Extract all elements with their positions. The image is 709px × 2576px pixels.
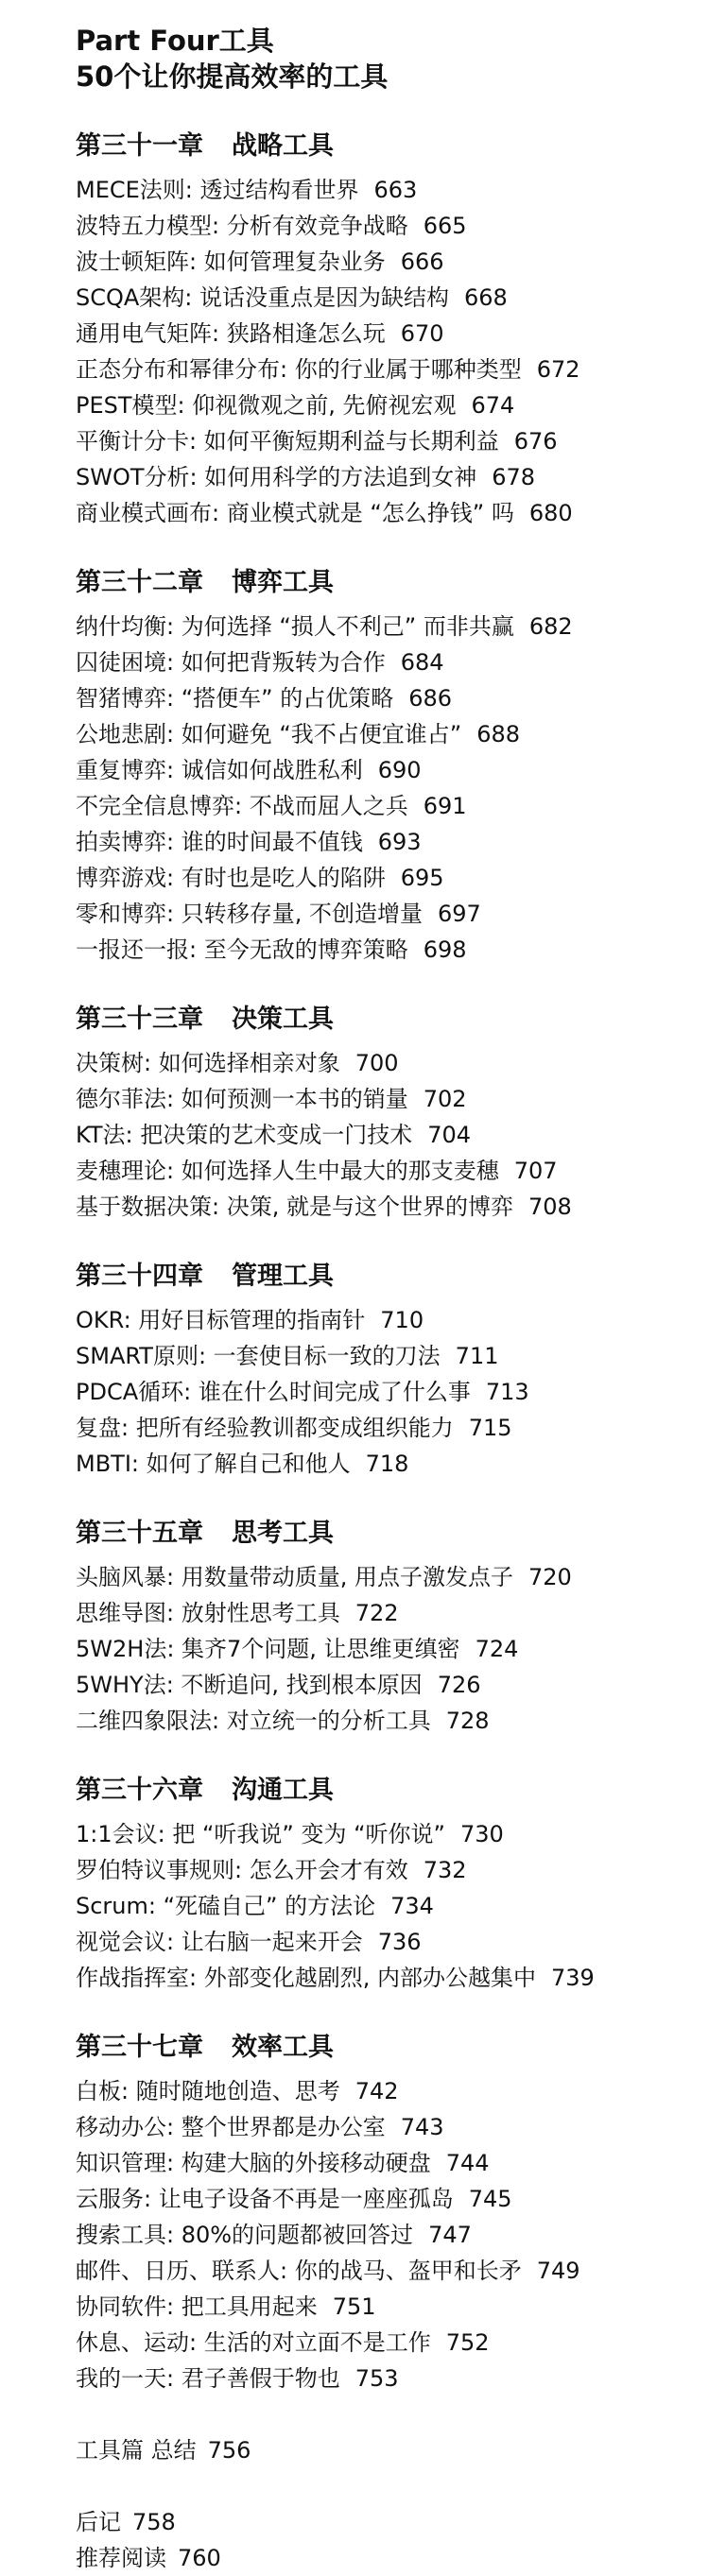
toc-entry[interactable] [76,208,709,244]
entry-title: 公地悲剧: 如何避免 “我不占便宜谁占” [76,721,462,747]
entry-title: 云服务: 让电子设备不再是一座座孤岛 [76,2186,454,2212]
toc-entry[interactable] [76,352,709,387]
summary-entry[interactable] [76,2432,709,2468]
entry-title: OKR: 用好目标管理的指南针 [76,1307,366,1333]
entry-title: 重复博弈: 诚信如何战胜私利 [76,757,363,783]
entry-title: 麦穗理论: 如何选择人生中最大的那支麦穗 [76,1158,499,1184]
toc-entry[interactable] [76,280,709,316]
page-number: 668 [464,284,508,311]
page-number: 684 [400,649,444,676]
entry-title: 邮件、日历、联系人: 你的战马、盔甲和长矛 [76,2258,522,2284]
toc-entry[interactable] [76,459,709,495]
entry-title: Scrum: “死磕自己” 的方法论 [76,1893,376,1919]
entry-title: SWOT分析: 如何用科学的方法追到女神 [76,464,477,490]
page-number: 743 [400,2114,444,2140]
chapter-number: 第三十三章 [76,1005,203,1034]
toc-entry[interactable] [76,244,709,280]
entry-title: 头脑风暴: 用数量带动质量, 用点子激发点子 [76,1564,513,1590]
toc-entry[interactable] [76,1924,709,1960]
toc-entry[interactable] [76,1189,709,1225]
page-number: 708 [527,1194,572,1220]
page-number: 728 [445,1708,490,1734]
entry-title: 移动办公: 整个世界都是办公室 [76,2114,386,2140]
toc-entry[interactable] [76,644,709,680]
page-number: 698 [423,936,467,963]
entry-title: 纳什均衡: 为何选择 “损人不利己” 而非共赢 [76,613,514,640]
page-number: 700 [354,1050,399,1076]
entry-title: 搜索工具: 80%的问题都被回答过 [76,2222,414,2248]
entry-title: 我的一天: 君子善假于物也 [76,2365,340,2392]
page-number: 693 [377,829,422,855]
toc-entry[interactable] [76,2145,709,2181]
entry-title: 休息、运动: 生活的对立面不是工作 [76,2329,431,2356]
toc-entry[interactable] [76,1888,709,1924]
toc-entry[interactable] [76,2109,709,2145]
toc-entry[interactable] [76,1081,709,1117]
toc-entry[interactable] [76,1338,709,1374]
page-number: 722 [354,1600,399,1626]
entry-title: PEST模型: 仰视微观之前, 先俯视宏观 [76,392,457,419]
chapter-heading[interactable] [76,1000,709,1039]
page-number: 702 [423,1086,467,1112]
toc-entry[interactable] [76,824,709,860]
toc-entry[interactable] [76,172,709,208]
page-number: 720 [527,1564,572,1590]
entry-title: 一报还一报: 至今无敌的博弈策略 [76,936,408,963]
entry-title: SMART原则: 一套使目标一致的刀法 [76,1343,441,1369]
chapter-name: 沟通工具 [232,1776,334,1805]
toc-entry[interactable] [76,609,709,644]
entry-title: 平衡计分卡: 如何平衡短期利益与长期利益 [76,428,499,455]
entry-title: 正态分布和幂律分布: 你的行业属于哪种类型 [76,356,522,383]
toc-entry[interactable] [76,316,709,352]
toc-entry[interactable] [76,716,709,752]
entry-title: 二维四象限法: 对立统一的分析工具 [76,1708,431,1734]
part-title: Part Four工具 [76,25,274,57]
chapter-section [76,1257,709,1482]
toc-entry[interactable] [76,752,709,788]
entry-title: 协同软件: 把工具用起来 [76,2293,318,2320]
toc-entry[interactable] [76,2181,709,2217]
entry-title: 德尔菲法: 如何预测一本书的销量 [76,1086,408,1112]
chapter-number: 第三十五章 [76,1519,203,1548]
page-number: 663 [373,177,418,203]
chapter-section [76,563,709,968]
page-number: 678 [492,464,536,490]
chapter-number: 第三十一章 [76,131,203,161]
chapter-list [76,127,709,2396]
page-number: 674 [471,392,515,419]
entry-title: 1:1会议: 把 “听我说” 变为 “听你说” [76,1821,445,1847]
page-number: 736 [377,1929,422,1955]
page-number: 672 [536,356,580,383]
entry-title: 波特五力模型: 分析有效竞争战略 [76,213,408,239]
chapter-heading[interactable] [76,1771,709,1811]
entry-title: 作战指挥室: 外部变化越剧烈, 内部办公越集中 [76,1965,536,1991]
chapter-section [76,127,709,531]
page-number: 742 [354,2078,399,2104]
chapter-name: 博弈工具 [232,568,334,597]
toc-entry[interactable] [76,1816,709,1852]
page-number: 690 [377,757,422,783]
entry-title: SCQA架构: 说话没重点是因为缺结构 [76,284,450,311]
entry-title: 罗伯特议事规则: 怎么开会才有效 [76,1857,408,1883]
page-number: 707 [513,1158,558,1184]
chapter-heading[interactable] [76,1257,709,1297]
page-number: 715 [468,1415,512,1441]
page-number: 697 [437,901,481,927]
chapter-name: 思考工具 [232,1519,334,1548]
toc-entry[interactable] [76,2253,709,2289]
entry-title: 零和博弈: 只转移存量, 不创造增量 [76,901,423,927]
page-number: 749 [536,2258,580,2284]
page-number: 718 [365,1451,409,1477]
chapter-heading[interactable] [76,563,709,603]
toc-entry[interactable] [76,1410,709,1446]
toc-entry[interactable] [76,1595,709,1631]
page-number: 676 [513,428,558,455]
toc-entry[interactable] [76,896,709,932]
page-number: 753 [354,2365,399,2392]
page-number: 739 [550,1965,595,1991]
recommended-reading-entry[interactable] [76,2540,709,2576]
chapter-number: 第三十二章 [76,568,203,597]
page-number: 730 [459,1821,504,1847]
entry-title: 商业模式画布: 商业模式就是 “怎么挣钱” 吗 [76,500,514,526]
page-number: 724 [475,1636,519,1662]
toc-entry[interactable] [76,1045,709,1081]
page-number: 732 [423,1857,467,1883]
page-number: 726 [437,1672,481,1698]
entry-title: MBTI: 如何了解自己和他人 [76,1451,351,1477]
toc-entry[interactable] [76,1446,709,1482]
chapter-section [76,2028,709,2396]
page-number: 734 [390,1893,434,1919]
page-number: 666 [400,249,444,275]
afterword-entry[interactable] [76,2504,709,2540]
toc-entry[interactable] [76,1117,709,1153]
page-number: 710 [380,1307,424,1333]
toc-entry[interactable] [76,1559,709,1595]
chapter-section [76,1514,709,1739]
chapter-number: 第三十七章 [76,2033,203,2062]
page-number: 688 [476,721,521,747]
page-number: 680 [528,500,573,526]
entry-title: 白板: 随时随地创造、思考 [76,2078,340,2104]
entry-title: 复盘: 把所有经验教训都变成组织能力 [76,1415,454,1441]
page-number: 760 [178,2545,221,2571]
page-number: 745 [468,2186,512,2212]
page-number: 711 [455,1343,499,1369]
chapter-heading[interactable] [76,1514,709,1554]
toc-entry[interactable] [76,2073,709,2109]
page-number: 744 [445,2150,490,2176]
page-number: 713 [485,1379,529,1405]
page-number: 747 [428,2222,472,2248]
toc-entry[interactable] [76,788,709,824]
page-number: 691 [423,793,467,819]
entry-title: 工具篇 总结 [76,2437,197,2464]
chapter-name: 战略工具 [232,131,334,161]
page-number: 686 [408,685,453,712]
entry-title: 波士顿矩阵: 如何管理复杂业务 [76,249,386,275]
toc-entry[interactable] [76,495,709,531]
page-number: 751 [332,2293,376,2320]
entry-title: 智猪博弈: “搭便车” 的占优策略 [76,685,394,712]
toc-entry[interactable] [76,1374,709,1410]
page-number: 665 [423,213,467,239]
chapter-section [76,1771,709,1996]
entry-title: PDCA循环: 谁在什么时间完成了什么事 [76,1379,471,1405]
entry-title: KT法: 把决策的艺术变成一门技术 [76,1122,413,1148]
chapter-name: 管理工具 [232,1262,334,1291]
toc-entry[interactable] [76,2325,709,2361]
chapter-heading[interactable] [76,127,709,166]
entry-title: 推荐阅读 [76,2545,166,2571]
chapter-section [76,1000,709,1225]
entry-title: 博弈游戏: 有时也是吃人的陷阱 [76,865,386,891]
toc-entry[interactable] [76,1631,709,1667]
entry-title: 通用电气矩阵: 狭路相逢怎么玩 [76,320,386,347]
toc-entry[interactable] [76,1960,709,1996]
toc-entry[interactable] [76,1667,709,1703]
entry-title: 囚徒困境: 如何把背叛转为合作 [76,649,386,676]
entry-title: 思维导图: 放射性思考工具 [76,1600,340,1626]
toc-entry[interactable] [76,860,709,896]
entry-title: 拍卖博弈: 谁的时间最不值钱 [76,829,363,855]
page-number: 756 [207,2437,251,2464]
page-number: 695 [400,865,444,891]
entry-title: 5W2H法: 集齐7个问题, 让思维更缜密 [76,1636,460,1662]
chapter-name: 决策工具 [232,1005,334,1034]
page-number: 682 [528,613,573,640]
entry-title: 5WHY法: 不断追问, 找到根本原因 [76,1672,423,1698]
toc-entry[interactable] [76,1852,709,1888]
entry-title: 决策树: 如何选择相亲对象 [76,1050,340,1076]
page-number: 704 [427,1122,472,1148]
chapter-name: 效率工具 [232,2033,334,2062]
page-number: 752 [445,2329,490,2356]
entry-title: 基于数据决策: 决策, 就是与这个世界的博弈 [76,1194,513,1220]
page-number: 758 [132,2509,176,2535]
entry-title: MECE法则: 透过结构看世界 [76,177,359,203]
toc-entry[interactable] [76,2289,709,2325]
toc-entry[interactable] [76,2217,709,2253]
entry-title: 视觉会议: 让右脑一起来开会 [76,1929,363,1955]
chapter-heading[interactable] [76,2028,709,2068]
entry-title: 后记 [76,2509,121,2535]
toc-entry[interactable] [76,387,709,423]
chapter-number: 第三十六章 [76,1776,203,1805]
toc-entry[interactable] [76,932,709,968]
toc-entry[interactable] [76,423,709,459]
toc-entry[interactable] [76,680,709,716]
toc-entry[interactable] [76,2361,709,2396]
toc-entry[interactable] [76,1302,709,1338]
part-subtitle: 50个让你提高效率的工具 [76,60,389,93]
entry-title: 知识管理: 构建大脑的外接移动硬盘 [76,2150,431,2176]
page-number: 670 [400,320,444,347]
entry-title: 不完全信息博弈: 不战而屈人之兵 [76,793,408,819]
toc-entry[interactable] [76,1703,709,1739]
chapter-number: 第三十四章 [76,1262,203,1291]
toc-entry[interactable] [76,1153,709,1189]
